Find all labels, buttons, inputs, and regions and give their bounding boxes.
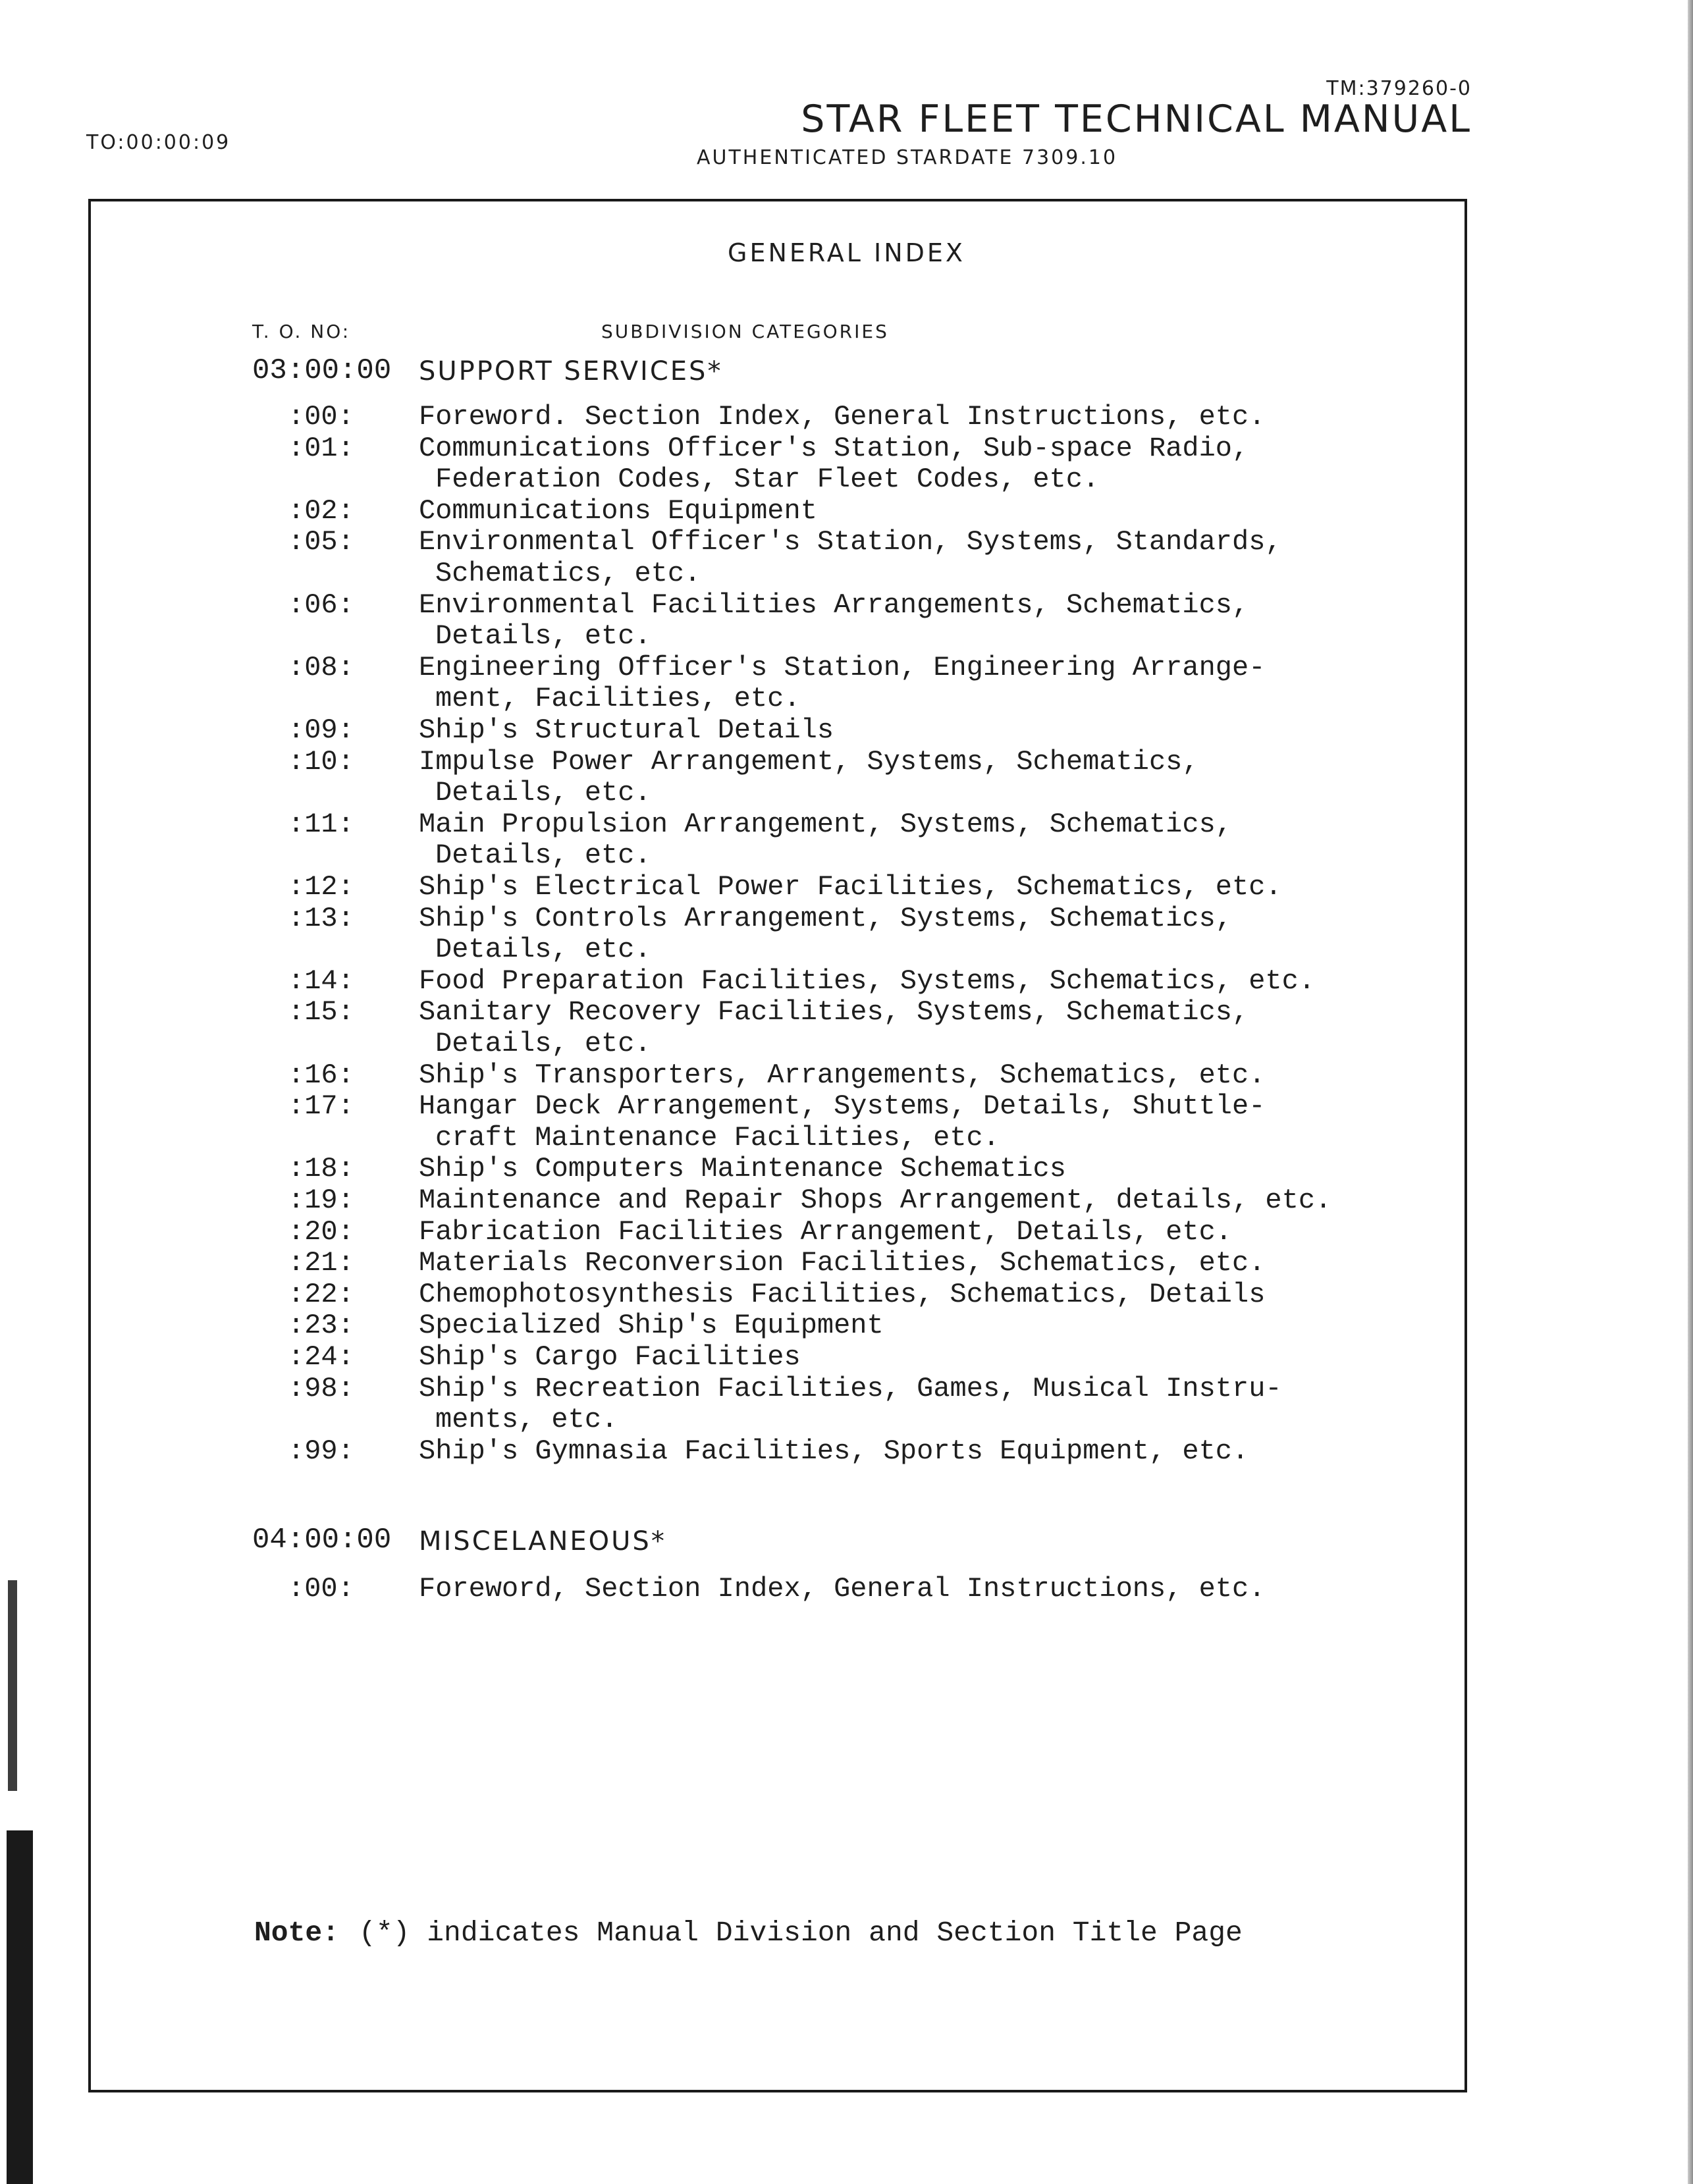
section-number: 04:00:00: [252, 1524, 392, 1557]
entry-code: :14:: [288, 965, 354, 997]
entry-description-continuation: Details, etc.: [435, 777, 651, 809]
entry-description-line: Ship's Recreation Facilities, Games, Musical Instru-: [419, 1372, 1282, 1404]
entry-code: :20:: [288, 1215, 354, 1248]
footnote-text: (*) indicates Manual Division and Section Title Page: [359, 1917, 1243, 1949]
entry-description-line: Foreword, Section Index, General Instructions, etc.: [419, 1573, 1266, 1605]
entry-code: :00:: [288, 401, 354, 433]
entry-description: [419, 1373, 1282, 1436]
entry-code: :15:: [288, 996, 354, 1028]
entry-description-continuation: Federation Codes, Star Fleet Codes, etc.: [435, 464, 1100, 496]
entry-description-line: Ship's Electrical Power Facilities, Schematics, etc.: [419, 871, 1282, 903]
entry-code: :02:: [288, 494, 354, 527]
entry-code: :11:: [288, 808, 354, 840]
entry-description-line: Sanitary Recovery Facilities, Systems, Schematics,: [419, 996, 1249, 1028]
entry-description: [419, 653, 1265, 715]
column-header-to-number: T. O. NO:: [252, 321, 351, 342]
entry-description: [419, 1279, 1265, 1311]
entry-description-line: Ship's Controls Arrangement, Systems, Schematics,: [419, 902, 1233, 934]
entry-description-line: Environmental Officer's Station, Systems, Standards,: [419, 526, 1282, 558]
entry-code: :12:: [288, 871, 354, 903]
entry-description-line: Foreword. Section Index, General Instructions, etc.: [419, 401, 1266, 433]
scan-mark-left-lower: [7, 1830, 33, 2184]
entry-code: :17:: [288, 1090, 354, 1123]
entry-code: :18:: [288, 1153, 354, 1185]
entry-description-line: Communications Equipment: [419, 494, 817, 527]
entry-description: [419, 1154, 1066, 1185]
entry-description-line: Hangar Deck Arrangement, Systems, Details, Shuttle-: [419, 1090, 1266, 1123]
entry-code: :00:: [288, 1573, 354, 1605]
section-title: SUPPORT SERVICES*: [419, 356, 723, 386]
index-heading: GENERAL INDEX: [728, 238, 965, 267]
entry-description-continuation: Details, etc.: [435, 1027, 651, 1059]
entry-code: :09:: [288, 714, 354, 746]
entry-description-line: Ship's Cargo Facilities: [419, 1341, 801, 1373]
entry-code: :99:: [288, 1435, 354, 1467]
entry-description-line: Main Propulsion Arrangement, Systems, Schematics,: [419, 808, 1233, 840]
footnote: [254, 1917, 1243, 1949]
entry-description: [419, 496, 817, 527]
column-header-subdivision: SUBDIVISION CATEGORIES: [601, 321, 889, 342]
entry-code: :01:: [288, 432, 354, 464]
entry-description-line: Ship's Computers Maintenance Schematics: [419, 1153, 1066, 1185]
entry-description-continuation: Schematics, etc.: [435, 557, 701, 589]
entry-description: [419, 1436, 1249, 1468]
authenticated-stardate: AUTHENTICATED STARDATE 7309.10: [697, 146, 1118, 169]
entry-description: [419, 1185, 1331, 1217]
entry-code: :24:: [288, 1341, 354, 1373]
entry-description-line: Ship's Gymnasia Facilities, Sports Equipment, etc.: [419, 1435, 1249, 1467]
entry-description-line: Communications Officer's Station, Sub-space Radio,: [419, 432, 1249, 464]
entry-description-line: Ship's Structural Details: [419, 714, 834, 746]
entry-description-line: Materials Reconversion Facilities, Schematics, etc.: [419, 1247, 1266, 1279]
entry-description-line: Specialized Ship's Equipment: [419, 1310, 884, 1342]
entry-description: [419, 809, 1232, 872]
entry-code: :13:: [288, 902, 354, 934]
entry-code: :06:: [288, 589, 354, 621]
entry-description-continuation: ments, etc.: [435, 1404, 618, 1436]
entry-description: [419, 997, 1249, 1059]
entry-code: :98:: [288, 1372, 354, 1404]
entry-description: [419, 1248, 1265, 1279]
entry-code: :10:: [288, 745, 354, 778]
entry-description: [419, 1310, 884, 1342]
entry-description-line: Engineering Officer's Station, Engineering Arrange-: [419, 651, 1266, 683]
entry-code: :05:: [288, 526, 354, 558]
entry-description-continuation: Details, etc.: [435, 934, 651, 966]
entry-description: [419, 1574, 1265, 1605]
entry-code: :16:: [288, 1059, 354, 1091]
entry-code: :19:: [288, 1185, 354, 1216]
entry-description: [419, 1060, 1265, 1092]
entry-description-line: Fabrication Facilities Arrangement, Details, etc.: [419, 1215, 1233, 1248]
section-number: 03:00:00: [252, 354, 392, 387]
entry-description-continuation: Details, etc.: [435, 620, 651, 653]
page-edge-shadow: [1688, 0, 1693, 2184]
document-number: TM:379260-0: [1326, 77, 1472, 100]
entry-description-line: Impulse Power Arrangement, Systems, Schematics,: [419, 745, 1199, 778]
entry-code: :23:: [288, 1310, 354, 1342]
entry-description: [419, 872, 1282, 903]
entry-description: [419, 966, 1315, 998]
entry-description-line: Chemophotosynthesis Facilities, Schematics, Details: [419, 1278, 1266, 1310]
entry-description: [419, 903, 1232, 966]
manual-title: STAR FLEET TECHNICAL MANUAL: [801, 97, 1472, 141]
scan-mark-left-upper: [8, 1580, 17, 1791]
entry-description: [419, 715, 834, 747]
section-title: MISCELANEOUS*: [419, 1526, 666, 1557]
entry-description: [419, 1217, 1232, 1248]
entry-description-continuation: craft Maintenance Facilities, etc.: [435, 1121, 1000, 1154]
entry-description: [419, 402, 1265, 433]
entry-description-line: Environmental Facilities Arrangements, Schematics,: [419, 589, 1249, 621]
entry-description: [419, 747, 1199, 809]
entry-description: [419, 1091, 1265, 1154]
entry-description: [419, 1342, 801, 1373]
entry-code: :22:: [288, 1278, 354, 1310]
entry-code: :21:: [288, 1247, 354, 1279]
entry-description: [419, 527, 1282, 589]
entry-description: [419, 433, 1249, 496]
footnote-label: Note:: [254, 1917, 340, 1949]
entry-description-line: Food Preparation Facilities, Systems, Schematics, etc.: [419, 965, 1316, 997]
technical-order-number: TO:00:00:09: [86, 131, 231, 154]
entry-code: :08:: [288, 651, 354, 683]
entry-description-continuation: Details, etc.: [435, 839, 651, 872]
entry-description-continuation: ment, Facilities, etc.: [435, 683, 801, 715]
entry-description-line: Maintenance and Repair Shops Arrangement, details, etc.: [419, 1185, 1332, 1216]
entry-description: [419, 590, 1249, 653]
entry-description-line: Ship's Transporters, Arrangements, Schematics, etc.: [419, 1059, 1266, 1091]
